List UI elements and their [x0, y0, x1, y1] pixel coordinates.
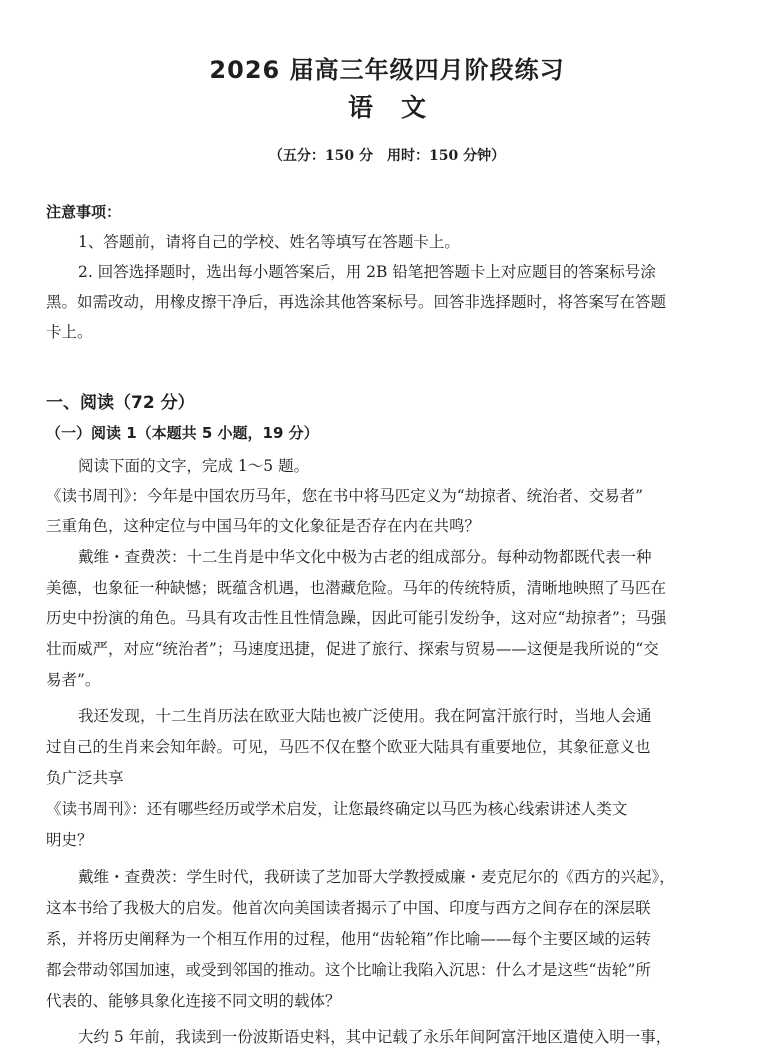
passage-line: 美德，也象征一种缺憾；既蕴含机遇，也潜藏危险。马年的传统特质，清晰地映照了马匹在	[46, 579, 667, 597]
reading-instruction: 阅读下面的文字，完成 1～5 题。	[78, 457, 310, 475]
subsection-heading: （一）阅读 1（本题共 5 小题，19 分）	[46, 424, 319, 442]
passage-line: 这本书给了我极大的启发。他首次向美国读者揭示了中国、印度与西方之间存在的深层联	[46, 899, 651, 917]
section-heading: 一、阅读（72 分）	[46, 393, 195, 413]
passage-line: 过自己的生肖来会知年龄。可见，马匹不仅在整个欧亚大陆具有重要地位，其象征意义也	[46, 738, 651, 756]
passage-line: 代表的、能够具象化连接不同文明的载体？	[46, 992, 341, 1010]
notice-line: 黑。如需改动，用橡皮擦干净后，再选涂其他答案标号。回答非选择题时，将答案写在答题	[46, 293, 667, 311]
notice-heading: 注意事项：	[46, 203, 122, 221]
passage-line: 易者”。	[46, 671, 101, 689]
passage-line: 负广泛共享	[46, 769, 124, 787]
passage-line: 壮而威严，对应“统治者”；马速度迅捷，促进了旅行、探索与贸易——这便是我所说的“交	[46, 640, 659, 658]
passage-line: 戴维・查费茨：十二生肖是中华文化中极为古老的组成部分。每种动物都既代表一种	[78, 548, 652, 566]
subject-title: 语文	[347, 93, 454, 122]
passage-line: 我还发现，十二生肖历法在欧亚大陆也被广泛使用。我在阿富汗旅行时，当地人会通	[78, 707, 652, 725]
passage-line: 历史中扮演的角色。马具有攻击性且性情急躁，因此可能引发纷争，这对应“劫掠者”；马强	[46, 609, 667, 627]
passage-line: 三重角色，这种定位与中国马年的文化象征是否存在内在共鸣？	[46, 517, 481, 535]
passage-line: 系，并将历史阐释为一个相互作用的过程，他用“齿轮箱”作比喻——每个主要区域的运转	[46, 930, 651, 948]
exam-title: 2026 届高三年级四月阶段练习	[209, 56, 565, 84]
passage-line: 戴维・查费茨：学生时代，我研读了芝加哥大学教授威廉・麦克尼尔的《西方的兴起》，	[78, 868, 675, 886]
passage-line: 《读书周刊》：今年是中国农历马年，您在书中将马匹定义为“劫掠者、统治者、交易者”	[46, 487, 644, 505]
passage-line: 《读书周刊》：还有哪些经历或学术启发，让您最终确定以马匹为核心线索讲述人类文	[46, 800, 628, 818]
notice-line: 1、答题前，请将自己的学校、姓名等填写在答题卡上。	[78, 233, 460, 251]
passage-line: 大约 5 年前，我读到一份波斯语史料，其中记载了永乐年间阿富汗地区遣使入明一事，	[78, 1028, 672, 1046]
notice-line: 卡上。	[46, 323, 93, 341]
passage-line: 明史？	[46, 831, 93, 849]
notice-line: 2. 回答选择题时，选出每小题答案后，用 2B 铅笔把答题卡上对应题目的答案标号涂	[78, 263, 656, 281]
passage-line: 都会带动邻国加速，或受到邻国的推动。这个比喻让我陷入沉思：什么才是这些“齿轮”所	[46, 961, 651, 979]
score-time-info: （五分：150 分 用时：150 分钟）	[268, 148, 506, 164]
